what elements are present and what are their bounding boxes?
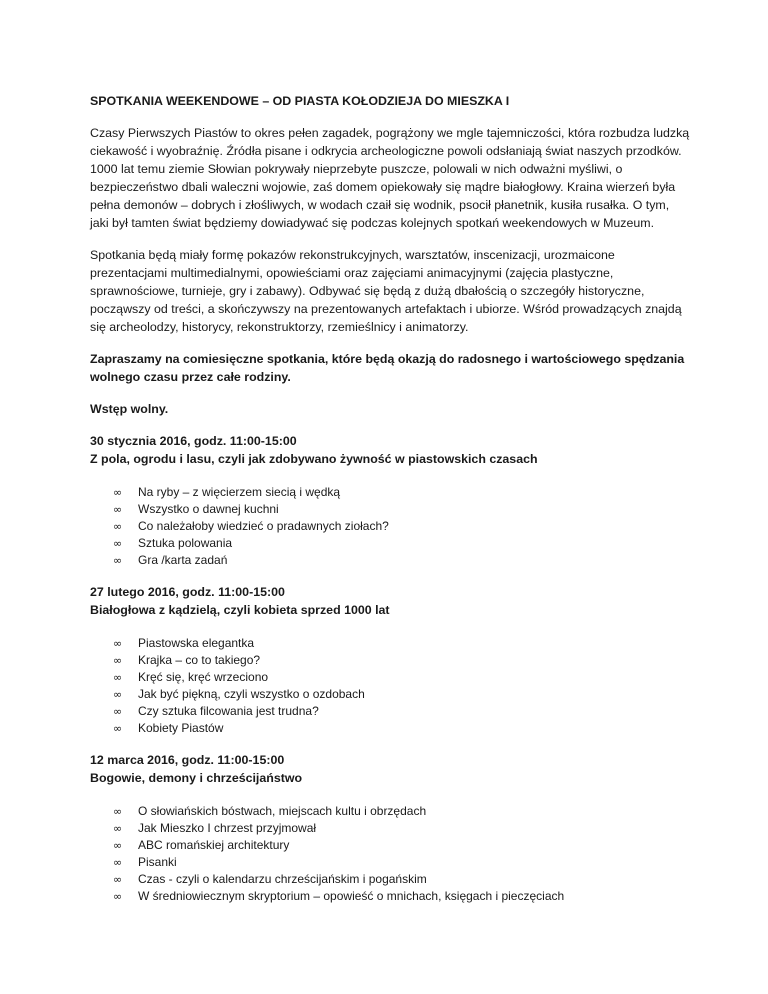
list-item [90,854,690,871]
event-topic: Z pola, ogrodu i lasu, czyli jak zdobywano żywność w piastowskich czasach [90,452,538,466]
list-item [90,669,690,686]
event-section [90,432,690,569]
infinity-bullet-icon: ∞ [113,722,123,735]
document-page [90,92,690,919]
list-item [90,837,690,854]
list-item-text: Krajka – co to takiego? [138,653,261,667]
infinity-bullet-icon: ∞ [113,856,123,869]
list-item-text: Kobiety Piastów [138,721,224,735]
list-item [90,803,690,820]
invitation-paragraph: Zapraszamy na comiesięczne spotkania, które będą okazją do radosnego i wartościowego spędzania wolnego czasu przez całe rodziny. [90,352,685,384]
event-section [90,583,690,737]
list-item [90,518,690,535]
infinity-bullet-icon: ∞ [113,554,123,567]
list-item-text: Czas - czyli o kalendarzu chrześcijańskim i pogańskim [138,872,427,886]
infinity-bullet-icon: ∞ [113,890,123,903]
infinity-bullet-icon: ∞ [113,671,123,684]
infinity-bullet-icon: ∞ [113,537,123,550]
events-list [90,432,690,905]
document-title: SPOTKANIA WEEKENDOWE – OD PIASTA KOŁODZIEJA DO MIESZKA I [90,94,510,108]
intro-paragraph: Czasy Pierwszych Piastów to okres pełen zagadek, pogrążony we mgle tajemniczości, która rozbudza ludzką ciekawość i wyobraźnię. Źródła pisane i odkrycia archeologiczne powoli odsłaniają świat naszych przodków. 1000 lat temu ziemie Słowian pokrywały nieprzebyte puszcze, polowali w nich odważni myśliwi, o bezpieczeństwo dbali waleczni wojowie, zaś domem opiekowały się mądre białogłowy. Kraina wierzeń była pełna demonów – dobrych i złośliwych, w wodach czaił się wodnik, psocił płanetnik, kusiła rusałka. O tym, jaki był tamten świat będziemy dowiadywać się podczas kolejnych spotkań weekendowych w Muzeum. [90,126,690,230]
list-item-text: Na ryby – z więcierzem siecią i wędką [138,485,341,499]
list-item [90,652,690,669]
infinity-bullet-icon: ∞ [113,637,123,650]
event-date: 30 stycznia 2016, godz. 11:00-15:00 [90,434,297,448]
list-item-text: Kręć się, kręć wrzeciono [138,670,269,684]
list-item [90,820,690,837]
event-topic: Białogłowa z kądzielą, czyli kobieta sprzed 1000 lat [90,603,390,617]
event-section [90,751,690,905]
infinity-bullet-icon: ∞ [113,654,123,667]
entry-note: Wstęp wolny. [90,402,169,416]
infinity-bullet-icon: ∞ [113,822,123,835]
list-item [90,501,690,518]
list-item [90,888,690,905]
event-items [90,484,690,569]
event-topic: Bogowie, demony i chrześcijaństwo [90,771,303,785]
list-item-text: O słowiańskich bóstwach, miejscach kultu i obrzędach [138,804,427,818]
event-items [90,803,690,905]
list-item-text: Gra /karta zadań [138,553,228,567]
list-item-text: Pisanki [138,855,177,869]
list-item-text: Co należałoby wiedzieć o pradawnych ziołach? [138,519,389,533]
list-item-text: Sztuka polowania [138,536,233,550]
list-item-text: W średniowiecznym skryptorium – opowieść o mnichach, księgach i pieczęciach [138,889,565,903]
list-item [90,484,690,501]
list-item [90,871,690,888]
list-item-text: Jak być piękną, czyli wszystko o ozdobach [138,687,365,701]
infinity-bullet-icon: ∞ [113,839,123,852]
list-item [90,720,690,737]
list-item-text: Piastowska elegantka [138,636,255,650]
format-paragraph: Spotkania będą miały formę pokazów rekonstrukcyjnych, warsztatów, inscenizacji, urozmaicone prezentacjami multimedialnymi, opowieściami oraz zajęciami animacyjnymi (zajęcia plastyczne, sprawnościowe, turnieje, gry i zabawy). Odbywać się będą z dużą dbałością o szczegóły historyczne, począwszy od treści, a skończywszy na prezentowanych artefaktach i ubiorze. Wśród prowadzących znajdą się archeolodzy, historycy, rekonstruktorzy, rzemieślnicy i animatorzy. [90,248,682,334]
list-item-text: Jak Mieszko I chrzest przyjmował [138,821,317,835]
list-item [90,703,690,720]
infinity-bullet-icon: ∞ [113,805,123,818]
list-item-text: ABC romańskiej architektury [138,838,290,852]
event-items [90,635,690,737]
event-date: 12 marca 2016, godz. 11:00-15:00 [90,753,285,767]
infinity-bullet-icon: ∞ [113,503,123,516]
list-item [90,686,690,703]
list-item [90,635,690,652]
list-item [90,552,690,569]
infinity-bullet-icon: ∞ [113,688,123,701]
list-item-text: Czy sztuka filcowania jest trudna? [138,704,319,718]
infinity-bullet-icon: ∞ [113,705,123,718]
infinity-bullet-icon: ∞ [113,873,123,886]
infinity-bullet-icon: ∞ [113,486,123,499]
event-date: 27 lutego 2016, godz. 11:00-15:00 [90,585,285,599]
infinity-bullet-icon: ∞ [113,520,123,533]
list-item [90,535,690,552]
list-item-text: Wszystko o dawnej kuchni [138,502,279,516]
